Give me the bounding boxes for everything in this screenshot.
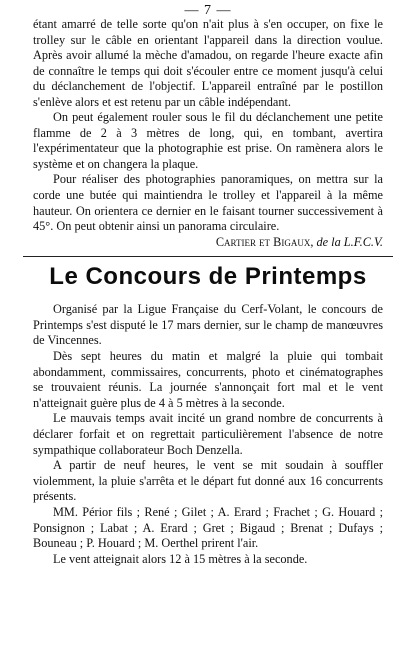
paragraph: MM. Périor fils ; René ; Gilet ; A. Erard ; Frachet ; G. Houard ; Ponsignon ; Labat ; A. Erard ; Gret ; Bigaud ; Brenat ; Dufays ; Bouneau ; P. Houard ; M. Oerthel prirent l'air. (33, 504, 383, 551)
article-title: Le Concours de Printemps (49, 263, 367, 291)
paragraph: Le vent atteignait alors 12 à 15 mètres à la seconde. (53, 551, 308, 566)
article-spring-contest (33, 262, 383, 567)
paragraph: Pour réaliser des photographies panoramiques, on mettra sur la corde une butée qui maintiendra le trolley et l'appareil à la même hauteur. On orientera ce dernier en le faisant tourner successivement à 45°. On peut obtenir ainsi un panorama circulaire. (33, 172, 383, 234)
signature-organization: de la L.F.C.V. (316, 234, 383, 249)
article-signature (33, 235, 383, 251)
article-aerial-photography (33, 17, 383, 250)
section-divider (23, 256, 393, 257)
paragraph: Organisé par la Ligue Française du Cerf-Volant, le concours de Printemps s'est disputé le 17 mars dernier, sur le champ de manœuvres de Vincennes. (33, 302, 383, 348)
paragraph: Dès sept heures du matin et malgré la pluie qui tombait abondamment, commissaires, concurrents, photo et cinématographes se trouvaient réunis. La journée s'annonçait fort mal et le vent n'atteignait guère plus de 4 à 5 mètres à la seconde. (33, 348, 383, 410)
paragraph: On peut également rouler sous le fil du déclanchement une petite flamme de 2 à 3 mètres de long, qui, en tombant, avertira l'expérimentateur que la photographie est prise. On ramènera alors le système et on changera la plaque. (33, 110, 383, 171)
paragraph: Le mauvais temps avait incité un grand nombre de concurrents à déclarer forfait et on regrettait particulièrement l'absence de notre sympathique collaborateur Boch Denzella. (33, 411, 383, 457)
signature-authors: Cartier et Bigaux, (215, 234, 314, 249)
page-number: — 7 — (184, 3, 232, 18)
paragraph: A partir de neuf heures, le vent se mit soudain à souffler violemment, la pluie s'arrêta et le départ fut donné aux 16 concurrents présents. (33, 458, 383, 504)
paragraph: étant amarré de telle sorte qu'on n'ait plus à s'en occuper, on fixe le trolley sur le câble en orientant l'appareil dans la direction voulue. Après avoir allumé la mèche d'amadou, on regarde l'heure exacte afin de connaître le temps qui doit s'écouler entre ce moment jusqu'à celui du déclanchement de l'objectif. L'appareil entraîné par le postillon s'enlève alors et est retenu par un câble indépendant. (33, 17, 383, 109)
